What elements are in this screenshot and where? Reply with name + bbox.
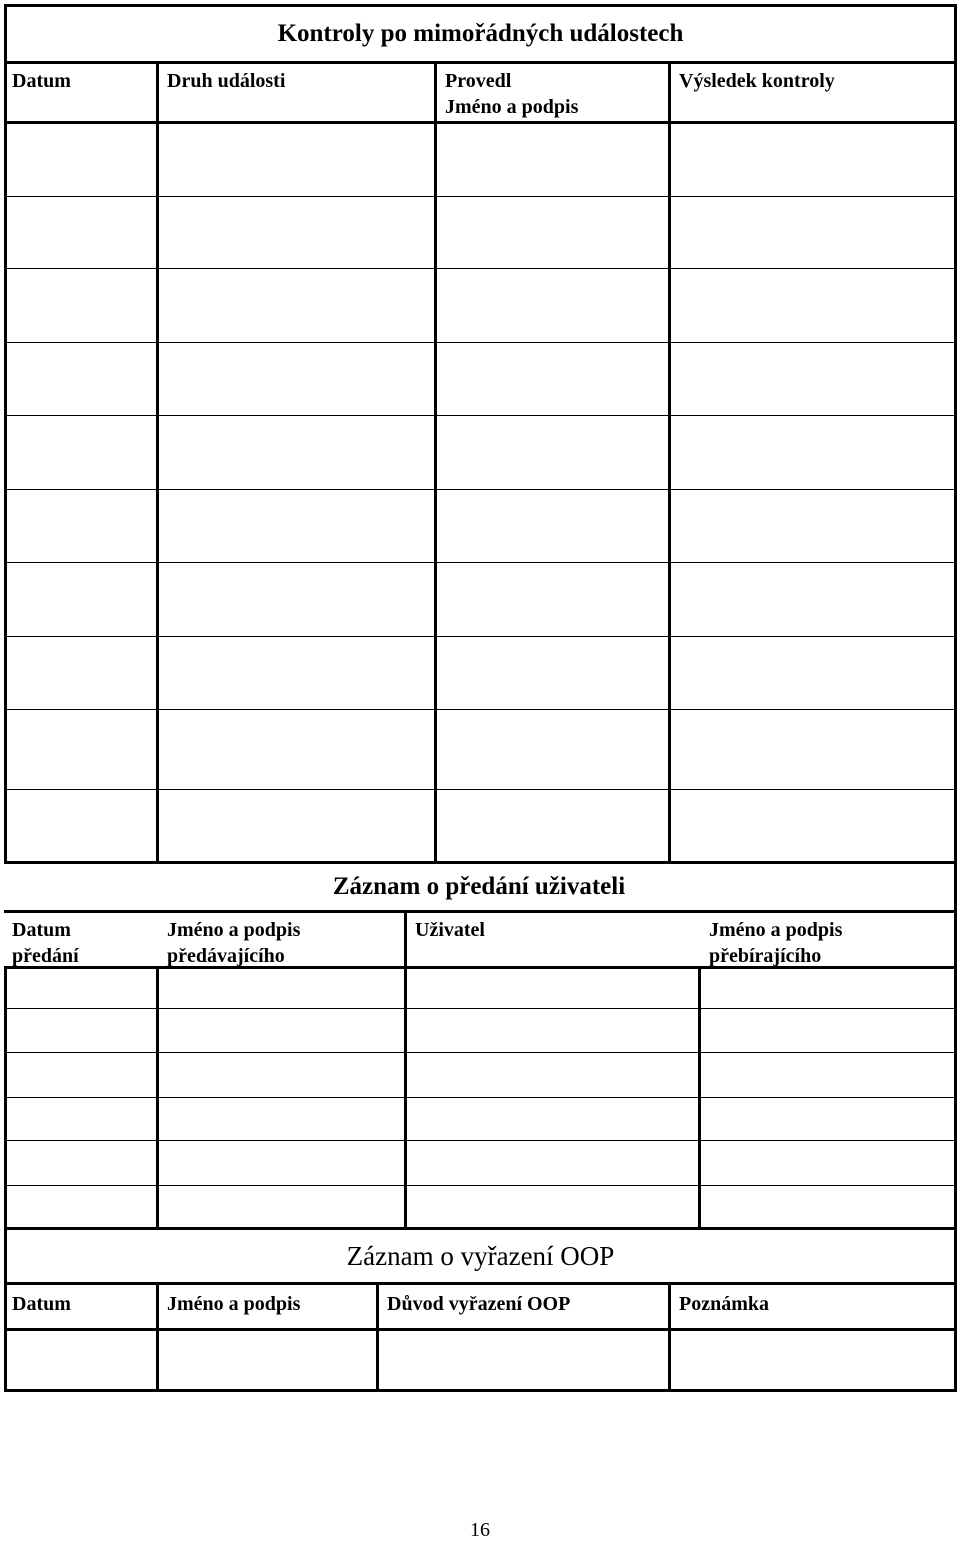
s2-header-predavajici: Jméno a podpis předávajícího bbox=[167, 919, 301, 967]
s2-header-prebirajici: Jméno a podpis přebírajícího bbox=[709, 919, 843, 967]
s3-header-poznamka: Poznámka bbox=[679, 1293, 769, 1315]
section1-title: Kontroly po mimořádných událostech bbox=[4, 4, 957, 64]
section2-title: Záznam o předání uživateli bbox=[4, 861, 957, 913]
s3-header-jmeno: Jméno a podpis bbox=[167, 1293, 301, 1315]
s1-header-datum: Datum bbox=[12, 70, 71, 92]
section3-title: Záznam o vyřazení OOP bbox=[4, 1227, 957, 1285]
s3-header-datum: Datum bbox=[12, 1293, 71, 1315]
s1-header-druh-udalosti: Druh události bbox=[167, 70, 286, 92]
s1-header-provedl: Provedl Jméno a podpis bbox=[445, 70, 579, 118]
s1-header-vysledek: Výsledek kontroly bbox=[679, 70, 835, 92]
s2-header-uzivatel: Uživatel bbox=[415, 919, 485, 941]
s2-header-datum-predani: Datum předání bbox=[12, 919, 79, 967]
page-number: 16 bbox=[470, 1519, 490, 1541]
s3-header-duvod: Důvod vyřazení OOP bbox=[387, 1293, 571, 1315]
